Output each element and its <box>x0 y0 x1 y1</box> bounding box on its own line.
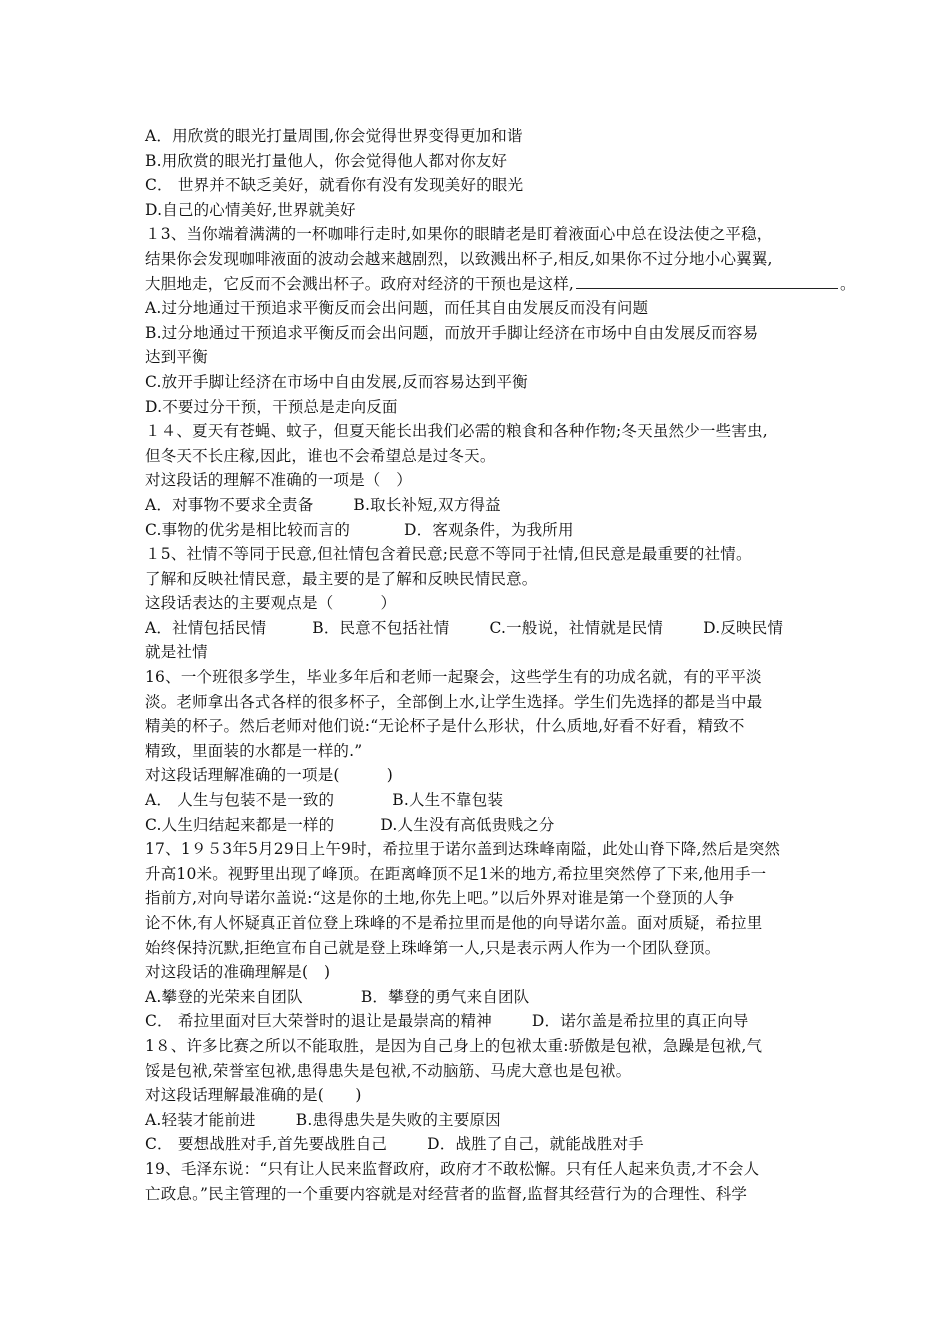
question-13-stem: １3、当你端着满满的一杯咖啡行走时,如果你的眼睛老是盯着液面心中总在设法使之平稳， <box>145 225 773 244</box>
option-line: A.过分地通过干预追求平衡反而会出问题，而任其自由发展反而没有问题 <box>145 299 649 318</box>
question-17-stem: 17、1９５3年5月29日上午9时，希拉里于诺尔盖到达珠峰南隘，此处山脊下降,然后是突然 <box>145 840 781 859</box>
option-line: 就是社情 <box>145 643 208 662</box>
question-15-stem: １5、社情不等同于民意,但社情包含着民意;民意不等同于社情,但民意是最重要的社情。 <box>145 545 752 564</box>
option-line: C． 世界并不缺乏美好，就看你有没有发现美好的眼光 <box>145 176 524 195</box>
question-14-stem: 但冬天不长庄稼,因此，谁也不会希望总是过冬天。 <box>145 446 496 465</box>
question-18-stem: 馁是包袱,荣誉室包袱,患得患失是包袱,不动脑筋、马虎大意也是包袱。 <box>145 1061 632 1080</box>
question-18-stem: 1８、许多比赛之所以不能取胜，是因为自己身上的包袱太重:骄傲是包袱，急躁是包袱,气 <box>145 1036 763 1055</box>
question-17-stem: 升高10米。视野里出现了峰顶。在距离峰顶不足1米的地方,希拉里突然停了下来,他用手一 <box>145 864 767 883</box>
option-line: C． 要想战胜对手,首先要战胜自己 D．战胜了自己，就能战胜对手 <box>145 1135 644 1154</box>
answer-blank <box>576 272 838 289</box>
question-16-stem: 16、一个班很多学生，毕业多年后和老师一起聚会，这些学生有的功成名就，有的平平淡 <box>145 668 762 687</box>
question-17-stem: 指前方,对向导诺尔盖说:“这是你的土地,你先上吧。”以后外界对谁是第一个登顶的人争 <box>145 889 735 908</box>
option-line: D.不要过分干预，干预总是走向反面 <box>145 397 398 416</box>
question-text-body <box>145 124 856 1206</box>
option-line: A．社情包括民情 B．民意不包括社情 C.一般说，社情就是民情 D.反映民情 <box>145 618 784 637</box>
option-line: A． 人生与包装不是一致的 B.人生不靠包装 <box>145 791 504 810</box>
option-line: A．用欣赏的眼光打量周围,你会觉得世界变得更加和谐 <box>145 127 523 145</box>
question-14-stem: １４、夏天有苍蝇、蚊子，但夏天能长出我们必需的粮食和各种作物;冬天虽然少一些害虫, <box>145 422 768 441</box>
option-line: B.用欣赏的眼光打量他人，你会觉得他人都对你友好 <box>145 151 508 170</box>
option-line: 达到平衡 <box>145 348 208 367</box>
question-16-stem: 精致，里面装的水都是一样的.” <box>145 741 363 760</box>
question-19-stem: 19、毛泽东说：“只有让人民来监督政府，政府才不敢松懈。只有任人起来负责,才不会人 <box>145 1159 760 1178</box>
question-17-stem: 始终保持沉默,拒绝宣布自己就是登上珠峰第一人,只是表示两人作为一个团队登顶。 <box>145 938 721 957</box>
question-14-prompt: 对这段话的理解不准确的一项是（ ） <box>145 471 412 490</box>
option-line: C.人生归结起来都是一样的 D.人生没有高低贵贱之分 <box>145 815 555 834</box>
question-13-stem: 结果你会发现咖啡液面的波动会越来越剧烈，以致溅出杯子,相反,如果你不过分地小心翼翼, <box>145 249 773 268</box>
option-line: C.事物的优劣是相比较而言的 D．客观条件，为我所用 <box>145 520 574 539</box>
question-19-stem: 亡政息。”民主管理的一个重要内容就是对经营者的监督,监督其经营行为的合理性、科学 <box>145 1184 748 1203</box>
question-17-stem: 论不休,有人怀疑真正首位登上珠峰的不是希拉里而是他的向导诺尔盖。面对质疑，希拉里 <box>145 914 763 932</box>
question-15-prompt: 这段话表达的主要观点是（ ） <box>145 594 397 613</box>
question-16-stem: 淡。老师拿出各式各样的很多杯子，全部倒上水,让学生选择。学生们先选择的都是当中最 <box>145 692 763 711</box>
question-15-stem: 了解和反映社情民意，最主要的是了解和反映民情民意。 <box>145 569 538 588</box>
option-line: B.过分地通过干预追求平衡反而会出问题，而放开手脚让经济在市场中自由发展反而容易 <box>145 323 759 342</box>
question-16-stem: 精美的杯子。然后老师对他们说:“无论杯子是什么形状，什么质地,好看不好看，精致不 <box>145 717 745 736</box>
option-line: A.攀登的光荣来自团队 B．攀登的勇气来自团队 <box>145 987 530 1006</box>
question-16-prompt: 对这段话理解准确的一项是( ) <box>145 766 393 785</box>
option-line: A．对事物不要求全责备 B.取长补短,双方得益 <box>145 495 501 514</box>
option-line: D.自己的心情美好,世界就美好 <box>145 200 356 219</box>
question-13-stem: 大胆地走，它反而不会溅出杯子。政府对经济的干预也是这样, 。 <box>145 272 815 297</box>
option-line: C.放开手脚让经济在市场中自由发展,反而容易达到平衡 <box>145 372 528 391</box>
question-18-prompt: 对这段话理解最准确的是( ) <box>145 1086 362 1105</box>
option-line: A.轻装才能前进 B.患得患失是失败的主要原因 <box>145 1110 501 1129</box>
question-17-prompt: 对这段话的准确理解是( ) <box>145 963 331 982</box>
option-line: C． 希拉里面对巨大荣誉时的退让是最崇高的精神 D．诺尔盖是希拉里的真正向导 <box>145 1012 749 1031</box>
